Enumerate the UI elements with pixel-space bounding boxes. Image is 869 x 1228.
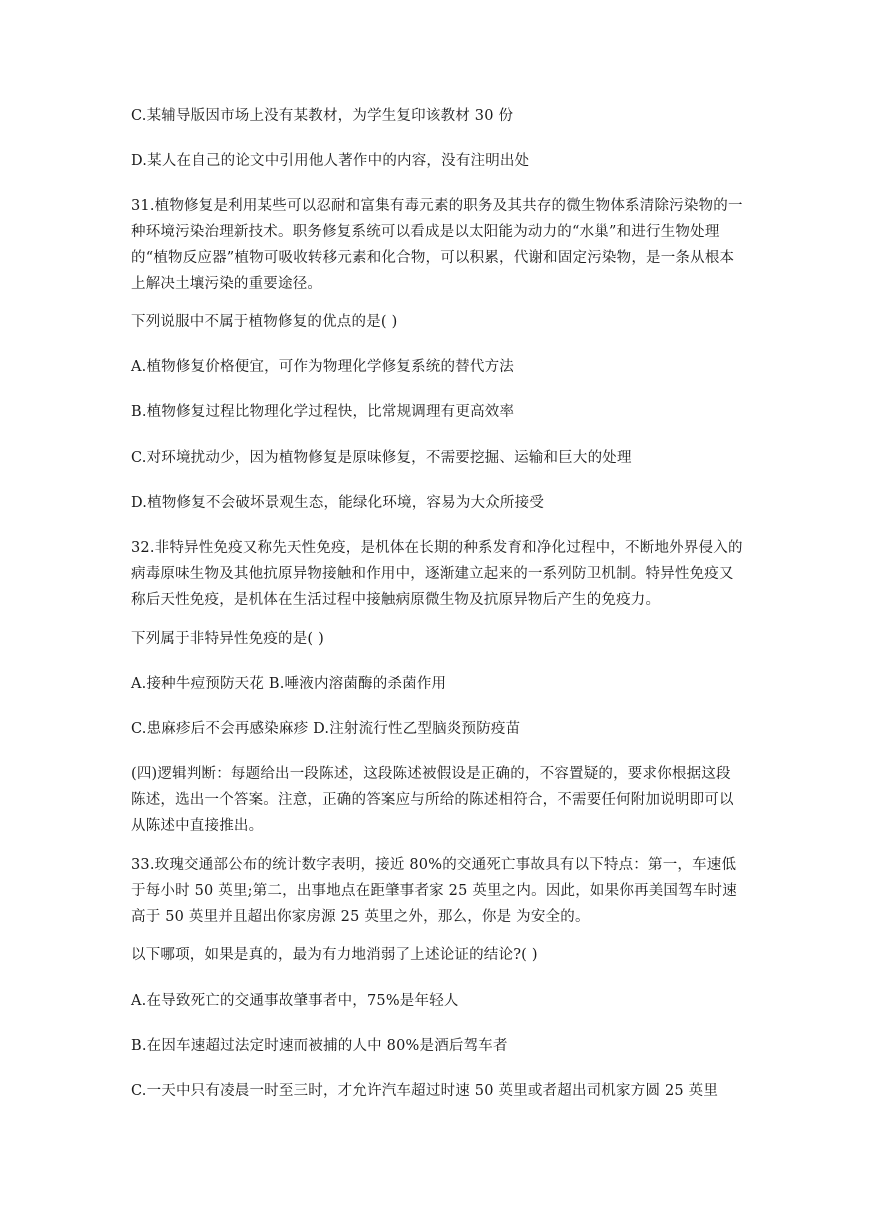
question-33-option-a: A.在导致死亡的交通事故肇事者中，75%是年轻人 (131, 993, 459, 1009)
question-32-prompt: 下列属于非特异性免疫的是( ) (131, 631, 324, 647)
question-33-stem: 33.玫瑰交通部公布的统计数字表明，接近 80%的交通死亡事故具有以下特点：第一，车速低于每小时 50 英里;第二，出事地点在距肇事者家 25 英里之内。因此，如果你再美国驾车时速高于 50 英里并且超出你家房源 25 英里之外，那么，你是 为安全的。 (131, 857, 737, 925)
question-32-stem: 32.非特异性免疫又称先天性免疫，是机体在长期的种系发育和净化过程中，不断地外界侵入的病毒原味生物及其他抗原异物接触和作用中，逐渐建立起来的一系列防卫机制。特异性免疫又称后天性免疫，是机体在生活过程中接触病原微生物及抗原异物后产生的免疫力。 (131, 540, 743, 608)
question-33-prompt: 以下哪项，如果是真的，最为有力地消弱了上述论证的结论?( ) (131, 947, 538, 963)
question-31-option-c: C.对环境扰动少，因为植物修复是原味修复，不需要挖掘、运输和巨大的处理 (131, 450, 632, 466)
section-4-instructions: (四)逻辑判断：每题给出一段陈述，这段陈述被假设是正确的，不容置疑的，要求你根据这段陈述，选出一个答案。注意，正确的答案应与所给的陈述相符合，不需要任何附加说明即可以从陈述中直接推出。 (131, 766, 734, 834)
question-32-options-cd: C.患麻疹后不会再感染麻疹 D.注射流行性乙型脑炎预防疫苗 (131, 721, 521, 737)
question-32-options-ab: A.接种牛痘预防天花 B.唾液内溶菌酶的杀菌作用 (131, 676, 447, 692)
question-31-option-d: D.植物修复不会破坏景观生态，能绿化环境，容易为大众所接受 (131, 495, 545, 511)
option-d-copyright: D.某人在自己的论文中引用他人著作中的内容，没有注明出处 (131, 153, 530, 169)
question-33-option-c: C.一天中只有凌晨一时至三时，才允许汽车超过时速 50 英里或者超出司机家方圆 25 英里 (131, 1083, 719, 1099)
question-31-option-a: A.植物修复价格便宜，可作为物理化学修复系统的替代方法 (131, 359, 514, 375)
option-c-copyright: C.某辅导版因市场上没有某教材，为学生复印该教材 30 份 (131, 108, 514, 124)
question-33-option-b: B.在因车速超过法定时速而被捕的人中 80%是酒后驾车者 (131, 1038, 508, 1054)
question-31-prompt: 下列说服中不属于植物修复的优点的是( ) (131, 314, 398, 330)
question-31-option-b: B.植物修复过程比物理化学过程快，比常规调理有更高效率 (131, 404, 515, 420)
question-31-stem: 31.植物修复是利用某些可以忍耐和富集有毒元素的职务及其共存的微生物体系清除污染物的一种环境污染治理新技术。职务修复系统可以看成是以太阳能为动力的“水巢”和进行生物处理的“植物反应器”植物可吸收转移元素和化合物，可以积累，代谢和固定污染物，是一条从根本上解决土壤污染的重要途径。 (131, 198, 743, 292)
